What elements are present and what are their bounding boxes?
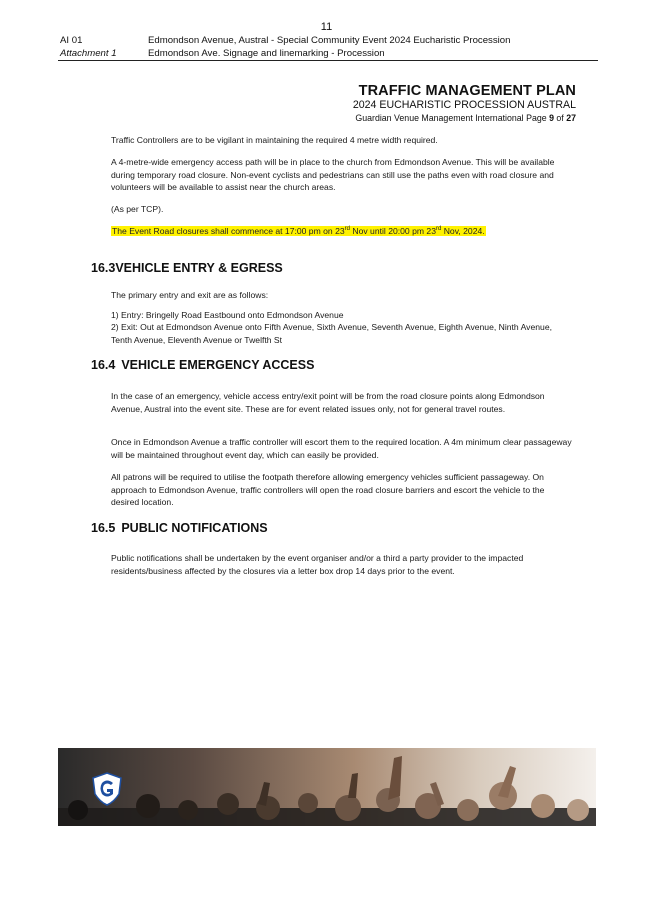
- highlighted-closure-times: The Event Road closures shall commence at 17:00 pm on 23rd Nov until 20:00 pm 23rd Nov, 2024.: [112, 226, 485, 236]
- section-heading-16-5: 16.5 PUBLIC NOTIFICATIONS: [91, 521, 268, 535]
- crowd-silhouette-image: [58, 748, 596, 826]
- header-line-2: Edmondson Ave. Signage and linemarking - Procession: [148, 47, 385, 59]
- current-page: 9: [549, 113, 554, 123]
- header-ref: AI 01: [60, 35, 83, 46]
- entry-egress-intro: The primary entry and exit are as follows:: [111, 290, 269, 300]
- notifications-paragraph: Public notifications shall be undertaken by the event organiser and/or a third a party provider to the impacted residents/business affected by the closures via a letter box drop 14 days prior to the event.: [111, 553, 524, 576]
- total-pages: 27: [566, 113, 576, 123]
- guardian-shield-logo-icon: [92, 772, 122, 806]
- org-name: Guardian Venue Management International Page: [355, 113, 550, 123]
- section-heading-16-3: 16.3VEHICLE ENTRY & EGRESS: [91, 261, 283, 275]
- page-number: 11: [320, 21, 333, 33]
- entry-route-item: 1) Entry: Bringelly Road Eastbound onto Edmondson Avenue: [111, 310, 344, 320]
- header-line-1: Edmondson Avenue, Austral - Special Community Event 2024 Eucharistic Procession: [148, 35, 511, 46]
- exit-route-item: 2) Exit: Out at Edmondson Avenue onto Fifth Avenue, Sixth Avenue, Seventh Avenue, Eighth Avenue, Ninth Avenue, Tenth Avenue, Eleventh Avenue or Twelfth St: [111, 322, 552, 345]
- header-divider: [58, 60, 598, 61]
- intro-paragraph-3: (As per TCP).: [111, 204, 164, 214]
- emergency-paragraph-2: Once in Edmondson Avenue a traffic controller will escort them to the required location. A 4m minimum clear passageway will be maintained throughout event day, which can easily be provided.: [111, 437, 572, 460]
- intro-paragraph-2: A 4-metre-wide emergency access path will be in place to the church from Edmondson Avenue. This will be available during temporary road closure. Non-event cyclists and pedestrians can still use the paths even with road closure and volunteers will be available to assist near the church areas.: [111, 157, 555, 193]
- closure-times-paragraph: [111, 225, 573, 238]
- section-heading-16-4: 16.4 VEHICLE EMERGENCY ACCESS: [91, 358, 315, 372]
- intro-paragraph-1: Traffic Controllers are to be vigilant in maintaining the required 4 metre width required.: [111, 135, 438, 145]
- title-block: [353, 83, 576, 124]
- header-attachment: Attachment 1: [60, 47, 117, 59]
- event-subtitle: 2024 EUCHARISTIC PROCESSION AUSTRAL: [352, 99, 576, 111]
- emergency-paragraph-3: All patrons will be required to utilise the footpath therefore allowing emergency vehicles sufficient passageway. On approach to Edmondson Avenue, traffic controllers will open the road closure barriers and escort the vehicle to the desired location.: [111, 472, 545, 508]
- page-reference: [353, 112, 576, 124]
- emergency-paragraph-1: In the case of an emergency, vehicle access entry/exit point will be from the road closure points along Edmondson Avenue, Austral into the event site. These are for event related issues only, not for general travel routes.: [111, 391, 545, 414]
- page-of: of: [553, 113, 567, 123]
- document-header: [60, 35, 598, 60]
- footer-crowd-banner: [58, 748, 596, 826]
- plan-title: TRAFFIC MANAGEMENT PLAN: [358, 83, 576, 99]
